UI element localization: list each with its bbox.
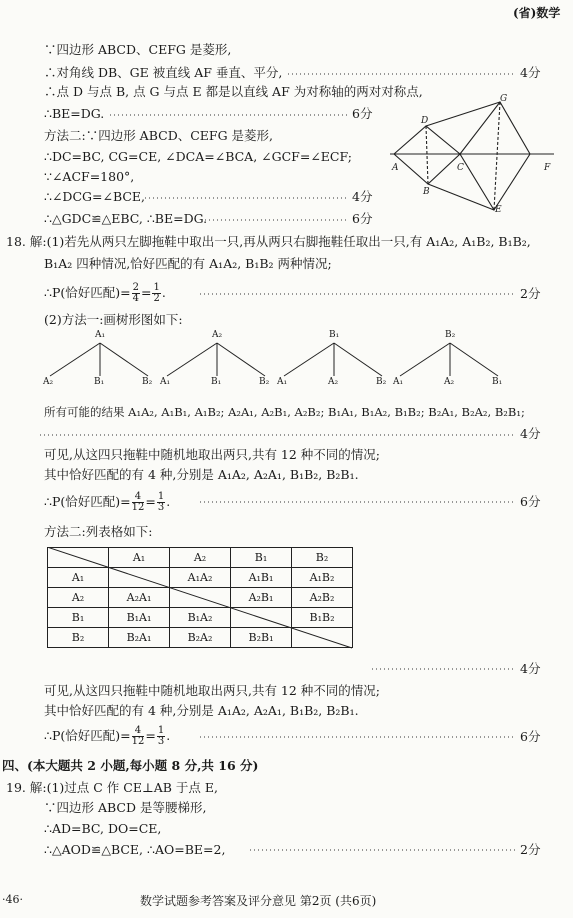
header-subject: (省)数学 (513, 6, 561, 20)
q19-line-4: ∴△AOD≌△BCE, ∴AO=BE=2, (44, 842, 226, 857)
score: 6分 (520, 729, 541, 744)
figure-label-e: E (495, 205, 502, 215)
score: 4分 (520, 426, 541, 441)
table-header-cell: B₁ (231, 548, 292, 568)
all-results-line: 所有可能的结果 A₁A₂, A₁B₁, A₁B₂; A₂A₁, A₂B₁, A₂B₂; B₁A₁, B₁A₂, B₁B₂; B₂A₁, B₂A₂, B₂B₁; (44, 405, 525, 419)
tree-leaf: B₂ (142, 377, 153, 387)
denominator: 12 (131, 736, 145, 747)
tree-root: A₂ (212, 330, 223, 340)
period: . (161, 285, 166, 300)
table-cell: A₁B₂ (292, 568, 353, 588)
q19-line-3: ∴AD=BC, DO=CE, (44, 821, 162, 836)
equals-sign: = (145, 494, 156, 509)
table-header-cell: A₁ (109, 548, 170, 568)
table-cell: B₂B₁ (231, 628, 292, 648)
score: 4分 (520, 65, 541, 80)
top-line-4: ∴BE=DG. (44, 106, 105, 121)
footer-title: 数学试题参考答案及评分意见 第2页 (共6页) (140, 894, 377, 908)
top-line-9: ∴△GDC≌△EBC, ∴BE=DG. (44, 211, 208, 226)
tree-leaf: B₁ (211, 377, 222, 387)
section-heading: 四、(本大题共 2 小题,每小题 8 分,共 16 分) (2, 758, 259, 773)
equals-sign: = (145, 728, 156, 743)
numerator: 1 (157, 725, 165, 736)
q19-line-2: ∵四边形 ABCD 是等腰梯形, (44, 800, 207, 815)
figure-label-f: F (544, 163, 551, 173)
fraction (152, 283, 160, 304)
fraction (132, 283, 140, 304)
tree-leaf: B₂ (259, 377, 270, 387)
score: 4分 (352, 189, 373, 204)
denominator: 12 (131, 502, 145, 513)
rhombus-figure (382, 92, 562, 218)
figure-label-b: B (423, 187, 430, 197)
score: 2分 (520, 842, 541, 857)
numerator: 4 (132, 492, 145, 503)
page-number: ·46· (2, 893, 23, 906)
top-line-2: ∴对角线 DB、GE 被直线 AF 垂直、平分, (44, 65, 283, 80)
method-two-heading: 方法二:列表格如下: (44, 524, 153, 539)
score: 6分 (352, 106, 373, 121)
top-line-7: ∵∠ACF=180°, (44, 169, 135, 184)
table-cell: B₂A₁ (109, 628, 170, 648)
figure-label-a: A (392, 163, 399, 173)
tree-leaf: B₁ (492, 377, 503, 387)
table-cell: B₂ (48, 628, 109, 648)
fraction (132, 492, 145, 513)
tree-diagram (274, 330, 394, 390)
probability-line-3 (44, 721, 170, 751)
matching-cases-line: 其中恰好匹配的有 4 种,分别是 A₁A₂, A₂A₁, B₁B₂, B₂B₁. (44, 703, 359, 718)
denominator: 3 (157, 502, 165, 513)
score: 4分 (520, 661, 541, 676)
top-line-5: 方法二:∵四边形 ABCD、CEFG 是菱形, (44, 128, 274, 143)
tree-root: A₁ (95, 330, 106, 340)
table-cell: B₁ (48, 608, 109, 628)
denominator: 3 (157, 736, 165, 747)
numerator: 1 (157, 491, 165, 502)
tree-diagram (40, 330, 160, 390)
period: . (166, 728, 171, 743)
denominator: 4 (132, 293, 139, 304)
q19-line-1: 19. 解:(1)过点 C 作 CE⊥AB 于点 E, (6, 780, 218, 795)
period: . (166, 494, 171, 509)
table-cell: A₁A₂ (170, 568, 231, 588)
tree-leaf: A₁ (393, 377, 404, 387)
table-header-cell: A₂ (170, 548, 231, 568)
fraction (157, 726, 165, 747)
total-cases-line: 可见,从这四只拖鞋中随机地取出两只,共有 12 种不同的情况; (44, 447, 381, 462)
probability-line-1 (44, 278, 166, 308)
table-cell: A₁ (48, 568, 109, 588)
figure-label-g: G (500, 94, 508, 104)
table-cell: A₂B₁ (231, 588, 292, 608)
tree-leaf: A₁ (160, 377, 171, 387)
probability-label: ∴P(恰好匹配)= (44, 728, 131, 743)
table-cell: B₁A₂ (170, 608, 231, 628)
probability-line-2 (44, 487, 170, 517)
numerator: 4 (132, 726, 145, 737)
numerator: 2 (132, 282, 139, 293)
table-cell: A₂ (48, 588, 109, 608)
fraction (132, 726, 145, 747)
tree-leaf: A₁ (277, 377, 288, 387)
figure-label-d: D (421, 116, 429, 126)
total-cases-line: 可见,从这四只拖鞋中随机地取出两只,共有 12 种不同的情况; (44, 683, 381, 698)
q18-line-1: 18. 解:(1)若先从两只左脚拖鞋中取出一只,再从两只右脚拖鞋任取出一只,有 A₁A₂, A₁B₂, B₁B₂, (6, 234, 531, 249)
top-line-8: ∴∠DCG=∠BCE, (44, 189, 146, 204)
tree-root: B₂ (445, 330, 456, 340)
tree-leaf: B₂ (376, 377, 387, 387)
table-cell: A₁B₁ (231, 568, 292, 588)
numerator: 1 (153, 282, 160, 293)
denominator: 2 (153, 293, 160, 304)
score: 2分 (520, 286, 541, 301)
outcome-table (47, 547, 353, 657)
table-cell: B₁A₁ (109, 608, 170, 628)
table-header-cell: B₂ (292, 548, 353, 568)
method-one-heading: (2)方法一:画树形图如下: (44, 312, 183, 327)
matching-cases-line: 其中恰好匹配的有 4 种,分别是 A₁A₂, A₂A₁, B₁B₂, B₂B₁. (44, 467, 359, 482)
top-line-1: ∵四边形 ABCD、CEFG 是菱形, (44, 42, 232, 57)
figure-label-c: C (457, 163, 464, 173)
fraction (157, 492, 165, 513)
tree-root: B₁ (329, 330, 340, 340)
probability-label: ∴P(恰好匹配)= (44, 285, 131, 300)
tree-diagram (390, 330, 510, 390)
tree-leaf: A₂ (444, 377, 455, 387)
q18-line-2: B₁A₂ 四种情况,恰好匹配的有 A₁A₂, B₁B₂ 两种情况; (44, 256, 332, 271)
score: 6分 (520, 494, 541, 509)
table-cell: A₂A₁ (109, 588, 170, 608)
table-cell: B₁B₂ (292, 608, 353, 628)
table-diagonal (47, 547, 353, 649)
tree-leaf: A₂ (43, 377, 54, 387)
tree-leaf: A₂ (328, 377, 339, 387)
top-line-3: ∴点 D 与点 B, 点 G 与点 E 都是以直线 AF 为对称轴的两对对称点, (44, 84, 423, 99)
tree-diagram (157, 330, 277, 390)
top-line-6: ∴DC=BC, CG=CE, ∠DCA=∠BCA, ∠GCF=∠ECF; (44, 149, 352, 164)
table-cell: B₂A₂ (170, 628, 231, 648)
tree-leaf: B₁ (94, 377, 105, 387)
equals-sign: = (140, 285, 152, 300)
probability-label: ∴P(恰好匹配)= (44, 494, 131, 509)
table-cell: A₂B₂ (292, 588, 353, 608)
score: 6分 (352, 211, 373, 226)
